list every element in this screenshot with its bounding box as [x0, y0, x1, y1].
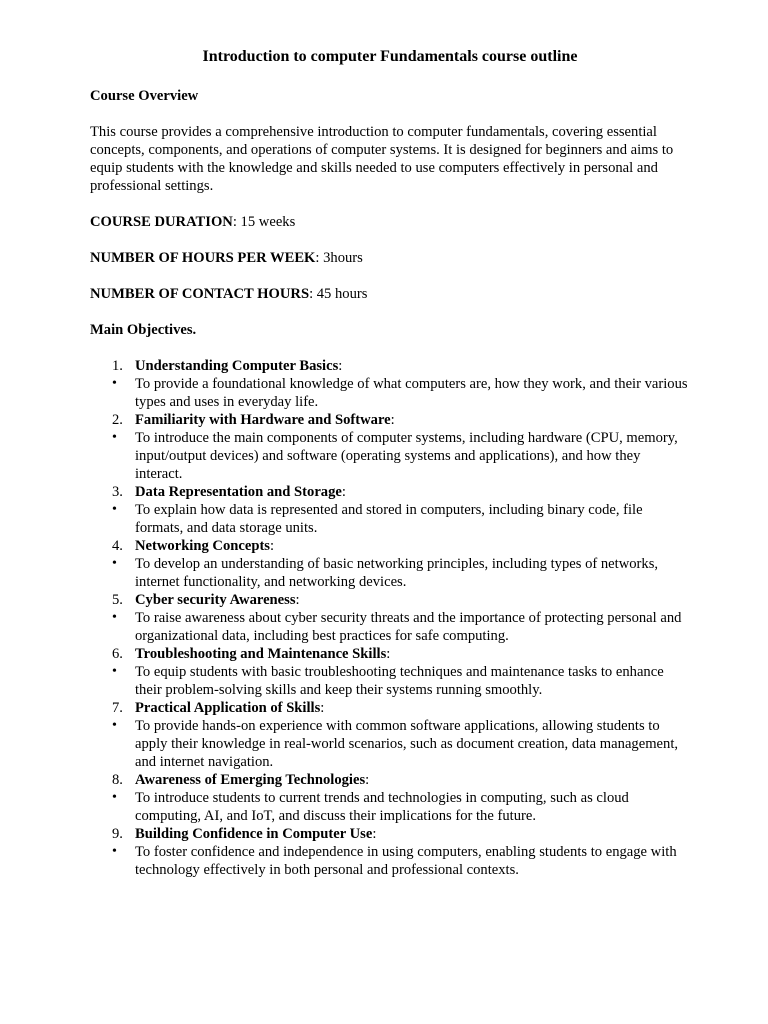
objective-heading	[90, 357, 690, 375]
document-page	[90, 47, 690, 879]
contact-hours-label: NUMBER OF CONTACT HOURS	[90, 286, 310, 302]
overview-heading: Course Overview	[90, 88, 199, 104]
objective-item	[90, 699, 690, 771]
objective-title: Familiarity with Hardware and Software	[135, 412, 391, 428]
objective-bullet	[90, 843, 690, 879]
contact-hours	[90, 285, 690, 303]
objective-number: 3.	[112, 484, 123, 500]
objective-number: 8.	[112, 772, 123, 788]
objectives-heading: Main Objectives.	[90, 322, 197, 338]
hours-per-week-label: NUMBER OF HOURS PER WEEK	[90, 250, 316, 266]
bullet-dot-icon: •	[112, 610, 117, 625]
objective-bullet-text: To provide a foundational knowledge of what computers are, how they work, and their various types and uses in everyday life.	[135, 376, 688, 410]
bullet-dot-icon: •	[112, 844, 117, 859]
objective-colon: :	[270, 538, 275, 554]
objective-heading	[90, 825, 690, 843]
objective-number: 5.	[112, 592, 123, 608]
objective-number: 2.	[112, 412, 123, 428]
objective-colon: :	[320, 700, 325, 716]
bullet-dot-icon: •	[112, 790, 117, 805]
document-title: Introduction to computer Fundamentals course outline	[202, 48, 578, 65]
objective-colon: :	[365, 772, 370, 788]
objective-item	[90, 825, 690, 879]
objective-colon: :	[390, 412, 395, 428]
objective-heading	[90, 699, 690, 717]
hours-per-week-value: : 3hours	[315, 250, 363, 266]
objective-colon: :	[372, 826, 377, 842]
objective-item	[90, 483, 690, 537]
objective-bullet	[90, 663, 690, 699]
course-duration-value: : 15 weeks	[232, 214, 296, 230]
objective-bullet	[90, 717, 690, 771]
bullet-dot-icon: •	[112, 376, 117, 391]
contact-hours-value: : 45 hours	[309, 286, 368, 302]
objective-colon: :	[386, 646, 391, 662]
course-duration-label: COURSE DURATION	[90, 214, 233, 230]
objective-bullet-text: To develop an understanding of basic networking principles, including types of networks, internet functionality, and networking devices.	[135, 556, 659, 590]
objective-bullet-text: To equip students with basic troubleshooting techniques and maintenance tasks to enhance their problem-solving skills and keep their systems running smoothly.	[135, 664, 664, 698]
objective-bullet	[90, 375, 690, 411]
hours-per-week	[90, 249, 690, 267]
objective-title: Cyber security Awareness	[135, 592, 296, 608]
objective-heading	[90, 645, 690, 663]
objective-bullet-text: To foster confidence and independence in using computers, enabling students to engage with technology effectively in both personal and professional contexts.	[135, 844, 677, 878]
objective-item	[90, 537, 690, 591]
bullet-dot-icon: •	[112, 718, 117, 733]
objective-heading	[90, 411, 690, 429]
objective-bullet-text: To raise awareness about cyber security threats and the importance of protecting personal and organizational data, including best practices for safe computing.	[135, 610, 682, 644]
objective-title: Understanding Computer Basics	[135, 358, 339, 374]
objective-title: Networking Concepts	[135, 538, 270, 554]
overview-paragraph: This course provides a comprehensive introduction to computer fundamentals, covering essential concepts, components, and operations of computer systems. It is designed for beginners and aims to equip students with the knowledge and skills needed to use computers effectively in personal and professional settings.	[90, 124, 674, 194]
objective-heading	[90, 771, 690, 789]
objective-colon: :	[341, 484, 346, 500]
objective-item	[90, 357, 690, 411]
objective-heading	[90, 537, 690, 555]
bullet-dot-icon: •	[112, 430, 117, 445]
objective-bullet	[90, 789, 690, 825]
objective-title: Awareness of Emerging Technologies	[135, 772, 366, 788]
objective-number: 7.	[112, 700, 123, 716]
objective-bullet	[90, 429, 690, 483]
objective-bullet	[90, 501, 690, 537]
objective-bullet-text: To introduce students to current trends and technologies in computing, such as cloud computing, AI, and IoT, and discuss their implications for the future.	[135, 790, 629, 824]
objective-number: 1.	[112, 358, 123, 374]
course-duration	[90, 213, 690, 231]
objective-heading	[90, 483, 690, 501]
objective-number: 9.	[112, 826, 123, 842]
objective-colon: :	[338, 358, 343, 374]
objective-bullet	[90, 555, 690, 591]
objective-title: Practical Application of Skills	[135, 700, 321, 716]
objective-item	[90, 771, 690, 825]
objective-colon: :	[295, 592, 300, 608]
objective-title: Data Representation and Storage	[135, 484, 342, 500]
bullet-dot-icon: •	[112, 502, 117, 517]
objective-number: 6.	[112, 646, 123, 662]
objective-bullet-text: To provide hands-on experience with common software applications, allowing students to apply their knowledge in real-world scenarios, such as document creation, data management, and internet navigation.	[135, 718, 679, 770]
objectives-list	[90, 357, 690, 879]
objective-title: Troubleshooting and Maintenance Skills	[135, 646, 387, 662]
objective-heading	[90, 591, 690, 609]
objective-item	[90, 645, 690, 699]
objective-bullet-text: To introduce the main components of computer systems, including hardware (CPU, memory, input/output devices) and software (operating systems and applications), and how they interact.	[135, 430, 678, 482]
bullet-dot-icon: •	[112, 556, 117, 571]
bullet-dot-icon: •	[112, 664, 117, 679]
objective-item	[90, 591, 690, 645]
objective-item	[90, 411, 690, 483]
objective-bullet	[90, 609, 690, 645]
objective-number: 4.	[112, 538, 123, 554]
objective-bullet-text: To explain how data is represented and stored in computers, including binary code, file formats, and data storage units.	[135, 502, 643, 536]
objective-title: Building Confidence in Computer Use	[135, 826, 373, 842]
